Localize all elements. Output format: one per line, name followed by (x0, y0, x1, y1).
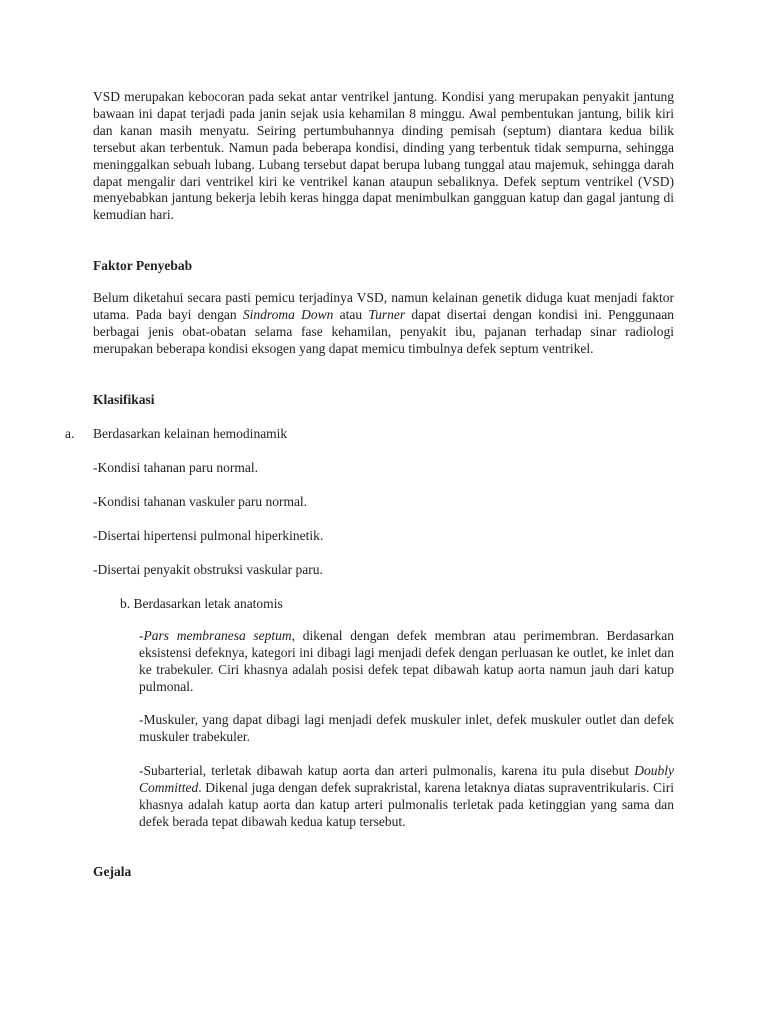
faktor-paragraph (93, 290, 674, 358)
b3-italic-doubly-committed: Doubly Committed (139, 763, 674, 795)
b1-italic-pars-membranesa: Pars membranesa septum (143, 628, 292, 643)
list-item-a3: -Disertai hipertensi pulmonal hiperkinetik. (93, 528, 324, 543)
faktor-text-3: dapat disertai dengan kondisi ini. Penggunaan berbagai jenis obat-obatan selama fase kehamilan, penyakit ibu, pajanan terhadap sinar radiologi merupakan beberapa kondisi eksogen yang dapat memicu timbulnya defek septum ventrikel. (93, 306, 674, 356)
list-item-a-label: Berdasarkan kelainan hemodinamik (93, 426, 288, 441)
faktor-italic-turner: Turner (368, 306, 406, 322)
heading-gejala: Gejala (93, 864, 132, 879)
list-item-a4: -Disertai penyakit obstruksi vaskular paru. (93, 562, 323, 577)
b1-text: , dikenal dengan defek membran atau perimembran. Berdasarkan eksistensi defeknya, kategori ini dibagi lagi menjadi defek dengan perluasan ke outlet, ke inlet dan ke trabekuler. Ciri khasnya adalah posisi defek tepat dibawah katup aorta namun jauh dari katup pulmonal. (139, 628, 674, 694)
b3-text-2: . Dikenal juga dengan defek suprakristal, karena letaknya diatas supraventrikularis. Ciri khasnya adalah katup aorta dan katup arteri pulmonalis terletak pada ketinggian yang sama dan defek berada tepat dibawah kedua katup tersebut. (139, 779, 674, 829)
faktor-text-1: Belum diketahui secara pasti pemicu terjadinya VSD, namun kelainan genetik diduga kuat menjadi faktor utama. Pada bayi dengan (93, 290, 674, 322)
b1-dash: - (139, 628, 144, 643)
heading-klasifikasi: Klasifikasi (93, 392, 155, 407)
intro-paragraph: VSD merupakan kebocoran pada sekat antar ventrikel jantung. Kondisi yang merupakan penyakit jantung bawaan ini dapat terjadi pada janin sejak usia kehamilan 8 minggu. Awal pembentukan jantung, bilik kiri dan kanan masih menyatu. Seiring pertumbuhannya dinding pemisah (septum) diantara kedua bilik tersebut akan terbentuk. Namun pada beberapa kondisi, dinding yang terbentuk tidak sempurna, sehingga meninggalkan sebuah lubang. Lubang tersebut dapat berupa lubang tunggal atau majemuk, sehingga darah dapat mengalir dari ventrikel kiri ke ventrikel kanan ataupun sebaliknya. Defek septum ventrikel (VSD) menyebabkan jantung bekerja lebih keras hingga dapat menimbulkan gangguan katup dan gagal jantung di kemudian hari. (93, 89, 674, 223)
b3-text-1: -Subarterial, terletak dibawah katup aorta dan arteri pulmonalis, karena itu pula disebut (139, 763, 635, 778)
list-item-b3 (139, 763, 674, 831)
list-item-a1: -Kondisi tahanan paru normal. (93, 460, 258, 475)
list-marker-a: a. (65, 426, 75, 441)
heading-faktor-penyebab: Faktor Penyebab (93, 258, 193, 273)
list-item-b-label: b. Berdasarkan letak anatomis (120, 596, 283, 611)
list-item-b1 (139, 628, 674, 696)
faktor-italic-sindroma-down: Sindroma Down (242, 306, 334, 322)
faktor-text-2: atau (333, 306, 369, 322)
list-item-a2: -Kondisi tahanan vaskuler paru normal. (93, 494, 308, 509)
list-item-b2: -Muskuler, yang dapat dibagi lagi menjadi defek muskuler inlet, defek muskuler outlet dan defek muskuler trabekuler. (139, 712, 674, 744)
